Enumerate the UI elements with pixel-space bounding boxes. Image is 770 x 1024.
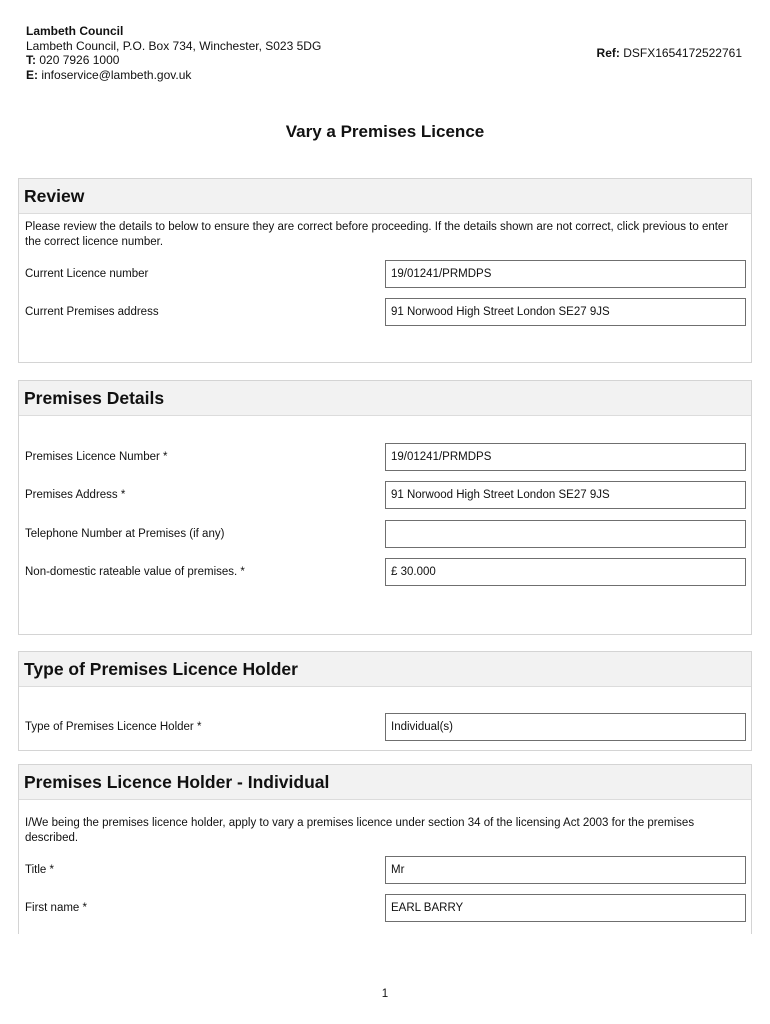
holder-type-field: Individual(s) [385,713,746,741]
first-name-label: First name * [25,902,87,914]
premises-telephone-label: Telephone Number at Premises (if any) [25,528,225,540]
premises-address-field: 91 Norwood High Street London SE27 9JS [385,481,746,509]
council-phone [26,53,321,68]
first-name-field: EARL BARRY [385,894,746,922]
premises-details-heading: Premises Details [19,381,751,416]
holder-individual-intro: I/We being the premises licence holder, apply to vary a premises licence under section 34 of the licensing Act 2003 for the premises described. [25,817,695,844]
current-licence-row [19,260,753,288]
holder-type-row [19,713,753,741]
current-address-field: 91 Norwood High Street London SE27 9JS [385,298,746,326]
holder-individual-heading: Premises Licence Holder - Individual [19,765,751,800]
holder-individual-section [18,764,752,934]
current-licence-label: Current Licence number [25,268,149,280]
review-section [18,178,752,363]
holder-type-label: Type of Premises Licence Holder * [25,721,202,733]
current-licence-field: 19/01241/PRMDPS [385,260,746,288]
premises-address-label: Premises Address * [25,489,126,501]
rateable-value-field: £ 30.000 [385,558,746,586]
email-value: infoservice@lambeth.gov.uk [41,67,192,82]
premises-licence-number-label: Premises Licence Number * [25,451,168,463]
council-email [26,68,321,83]
holder-type-section [18,651,752,751]
premises-telephone-row [19,520,753,548]
title-row [19,856,753,884]
first-name-row [19,894,753,922]
council-address: Lambeth Council, P.O. Box 734, Winchester, S023 5DG [26,38,322,53]
title-field: Mr [385,856,746,884]
rateable-value-label: Non-domestic rateable value of premises. * [25,566,245,578]
premises-licence-number-field: 19/01241/PRMDPS [385,443,746,471]
phone-value: 020 7926 1000 [39,53,120,67]
premises-licence-number-row [19,443,753,471]
title-label: Title * [25,864,54,876]
current-address-label: Current Premises address [25,306,159,318]
email-label: E: [26,67,38,82]
rateable-value-row [19,558,753,586]
reference [597,46,742,60]
holder-type-heading: Type of Premises Licence Holder [19,652,751,687]
document-title: Vary a Premises Licence [285,122,485,141]
ref-label: Ref: [596,46,620,60]
current-address-row [19,298,753,326]
ref-value: DSFX1654172522761 [623,46,742,60]
premises-details-section [18,380,752,635]
page-number: 1 [381,988,389,1000]
phone-label: T: [26,53,36,67]
review-intro: Please review the details to below to ensure they are correct before proceeding. If the details shown are not correct, click previous to enter the correct licence number. [25,221,729,248]
premises-telephone-field [385,520,746,548]
council-name: Lambeth Council [26,24,124,38]
council-header [26,24,321,82]
review-heading: Review [19,179,751,214]
premises-address-row [19,481,753,509]
